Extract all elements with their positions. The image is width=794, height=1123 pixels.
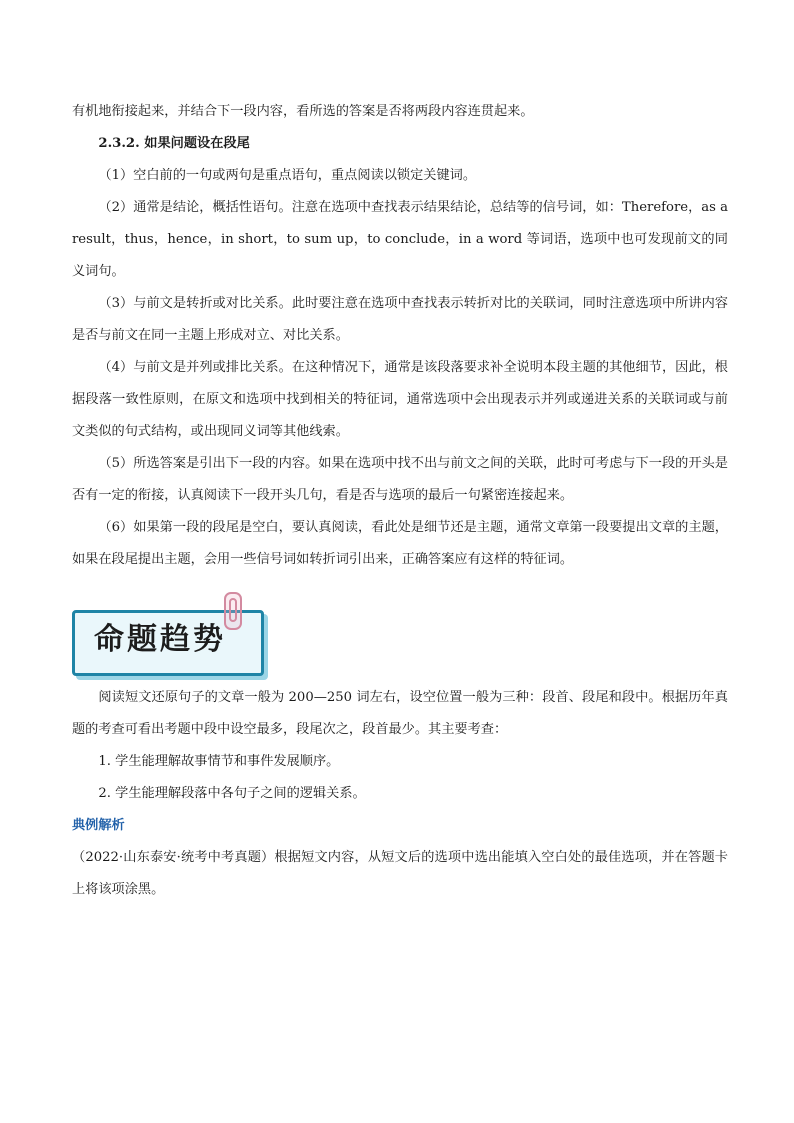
trend-paragraph: 阅读短文还原句子的文章一般为 200—250 词左右，设空位置一般为三种：段首、段尾和段中。根据历年真题的考查可看出考题中段中设空最多，段尾次之，段首最少。其主要考查：: [72, 690, 728, 737]
trend-item-2: 2. 学生能理解段落中各句子之间的逻辑关系。: [98, 786, 366, 801]
point-5: （5）所选答案是引出下一段的内容。如果在选项中找不出与前文之间的关联，此时可考虑与下一段的开头是否有一定的衔接，认真阅读下一段开头几句，看是否与选项的最后一句紧密连接起来。: [72, 456, 728, 503]
point-4: （4）与前文是并列或排比关系。在这种情况下，通常是该段落要求补全说明本段主题的其他细节，因此，根据段落一致性原则，在原文和选项中找到相关的特征词，通常选项中会出现表示并列或递进关系的关联词或与前文类似的句式结构，或出现同义词等其他线索。: [72, 360, 728, 439]
point-6: （6）如果第一段的段尾是空白，要认真阅读，看此处是细节还是主题，通常文章第一段要提出文章的主题，如果在段尾提出主题，会用一些信号词如转折词引出来，正确答案应有这样的特征词。: [72, 520, 728, 567]
continued-paragraph: 有机地衔接起来，并结合下一段内容，看所选的答案是否将两段内容连贯起来。: [72, 104, 534, 119]
document-page: [72, 96, 728, 906]
point-2: （2）通常是结论，概括性语句。注意在选项中查找表示结果结论，总结等的信号词，如：Therefore，as a result，thus，hence，in short，to sum up，to conclude，in a word 等词语，选项中也可发现前文的同义词句。: [72, 200, 728, 279]
example-text: （2022·山东泰安·统考中考真题）根据短文内容，从短文后的选项中选出能填入空白处的最佳选项，并在答题卡上将该项涂黑。: [72, 850, 728, 897]
paperclip-icon: [224, 592, 242, 630]
example-title: 典例解析: [72, 818, 125, 833]
paperclip-inner: [229, 598, 237, 622]
point-3: （3）与前文是转折或对比关系。此时要注意在选项中查找表示转折对比的关联词，同时注意选项中所讲内容是否与前文在同一主题上形成对立、对比关系。: [72, 296, 728, 343]
trend-item-1: 1. 学生能理解故事情节和事件发展顺序。: [98, 754, 340, 769]
banner-title: 命题趋势: [94, 622, 226, 657]
section-heading: 2.3.2. 如果问题设在段尾: [98, 136, 250, 151]
point-1: （1）空白前的一句或两句是重点语句，重点阅读以锁定关键词。: [98, 168, 477, 183]
section-banner: [72, 582, 728, 682]
